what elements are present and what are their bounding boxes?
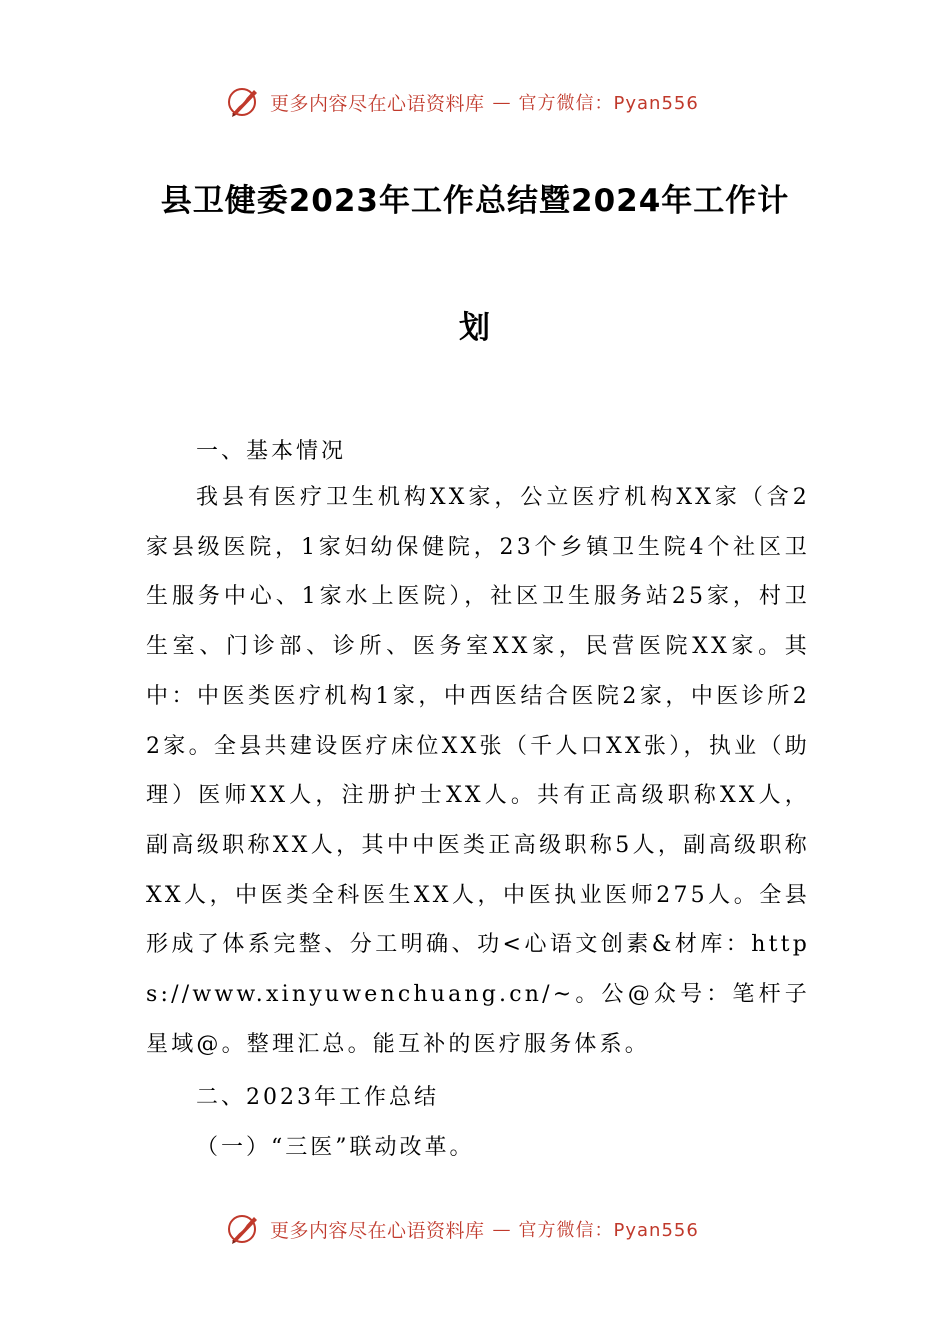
quill-pen-logo-icon [226,1211,262,1247]
footer-banner [226,1209,699,1249]
section-heading-2023-summary: 二、2023年工作总结 [196,1085,439,1110]
banner-contact-text: 官方微信：Pyan556 [518,93,699,114]
footer-separator: — [492,1218,511,1240]
footer-brand-text: 更多内容尽在心语资料库 [270,1219,485,1242]
document-title-line-2: 划 [459,310,491,346]
quill-pen-logo-icon [226,84,262,120]
subsection-heading-three-medical-reform: （一）“三医”联动改革。 [196,1135,475,1160]
banner-brand-text: 更多内容尽在心语资料库 [270,92,485,115]
header-banner [226,82,699,122]
paragraph-basic-info: 我县有医疗卫生机构XX家，公立医疗机构XX家（含2家县级医院，1家妇幼保健院，23个乡镇卫生院4个社区卫生服务中心、1家水上医院），社区卫生服务站25家，村卫生室、门诊部、诊所、医务室XX家，民营医院XX家。其中：中医类医疗机构1家，中西医结合医院2家，中医诊所22家。全县共建设医疗床位XX张（千人口XX张），执业（助理）医师XX人，注册护士XX人。共有正高级职称XX人，副高级职称XX人，其中中医类正高级职称5人，副高级职称XX人，中医类全科医生XX人，中医执业医师275人。全县形成了体系完整、分工明确、功<心语文创素&材库：https://www.xinyuwenchuang.cn/~。公@众号：笔杆子星域@。整理汇总。能互补的医疗服务体系。 [146,485,810,1057]
footer-contact-text: 官方微信：Pyan556 [518,1220,699,1241]
banner-separator: — [492,91,511,113]
section-heading-basic-info: 一、基本情况 [196,439,347,464]
document-title-line-1: 县卫健委2023年工作总结暨2024年工作计 [160,183,790,219]
